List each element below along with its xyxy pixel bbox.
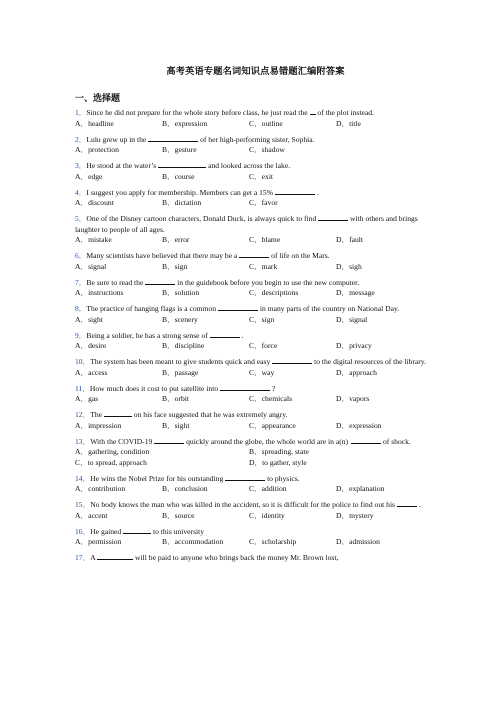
- question-text-end: ?: [270, 383, 276, 393]
- answer-blank: [397, 499, 417, 507]
- question-number: 6．: [75, 251, 87, 260]
- option-b[interactable]: B．expression: [162, 118, 208, 128]
- question-text-end: of the plot instead.: [315, 108, 374, 117]
- question-text-end: of life on the Mars.: [269, 251, 330, 260]
- option-row: [75, 368, 436, 379]
- option-d[interactable]: D．fault: [336, 235, 363, 244]
- option-d[interactable]: D．mystery: [336, 510, 374, 520]
- option-row: [75, 421, 436, 432]
- answer-blank: [104, 409, 132, 417]
- option-d[interactable]: D．signal: [336, 314, 368, 324]
- answer-blank: [220, 383, 270, 391]
- question-text: He stood at the water’s: [86, 161, 159, 170]
- answer-blank: [154, 436, 184, 444]
- option-a[interactable]: A．instructions: [75, 288, 124, 297]
- question-text-end: .: [239, 330, 244, 340]
- question-text: One of the Disney cartoon characters, Donald Duck, is always quick to find: [86, 214, 319, 223]
- question-text: Lulu grew up in the: [86, 134, 149, 144]
- question-13: [75, 436, 436, 448]
- option-a[interactable]: A．impression: [75, 420, 122, 430]
- option-c[interactable]: C．to spread, approach: [75, 457, 147, 467]
- option-d[interactable]: D．to gather, style: [249, 457, 307, 467]
- option-d[interactable]: D．privacy: [336, 341, 372, 350]
- option-row: [75, 288, 436, 299]
- answer-blank: [225, 473, 265, 481]
- option-a[interactable]: A．gas: [75, 394, 99, 403]
- option-b[interactable]: B．discipline: [162, 341, 205, 350]
- question-5: [75, 213, 436, 235]
- question-number: 7．: [75, 277, 87, 287]
- answer-blank: [158, 160, 206, 168]
- option-a[interactable]: A．edge: [75, 171, 103, 181]
- answer-blank: [272, 356, 312, 364]
- question-text-end: to this university: [151, 526, 205, 536]
- question-number: 5．: [75, 214, 87, 223]
- question-number: 4．: [75, 187, 87, 197]
- option-c[interactable]: C．scholarship: [249, 537, 297, 546]
- question-number: 9．: [75, 330, 87, 340]
- question-10: [75, 356, 436, 368]
- question-text: He gained: [90, 526, 124, 536]
- option-b[interactable]: B．gesture: [162, 145, 197, 154]
- option-row: [75, 172, 436, 183]
- question-text: No body knows the man who was killed in the accident, so it is difficult for the police to find out his: [90, 500, 397, 509]
- question-text-end: .: [416, 500, 421, 509]
- question-16: [75, 526, 436, 538]
- option-row: [75, 484, 436, 495]
- question-9: [75, 330, 436, 342]
- option-c[interactable]: C．appearance: [249, 420, 296, 430]
- question-text-end: in the guidebook before you begin to use the new computer.: [175, 277, 360, 287]
- question-number: 14．: [75, 473, 91, 483]
- option-b[interactable]: B．source: [162, 510, 195, 520]
- option-c[interactable]: C．favor: [249, 198, 278, 207]
- question-text-end: and looked across the lake.: [206, 161, 291, 170]
- answer-blank: [239, 250, 269, 258]
- question-2: [75, 134, 436, 146]
- answer-blank: [123, 526, 151, 534]
- option-d[interactable]: D．sigh: [336, 261, 362, 271]
- option-c[interactable]: C．mark: [249, 261, 278, 271]
- option-row: [75, 394, 436, 405]
- option-c[interactable]: C．descriptions: [249, 288, 299, 297]
- question-text: Since he did not prepare for the whole story before class, he just read the: [86, 108, 310, 117]
- option-a[interactable]: A．permission: [75, 537, 122, 546]
- question-text-end: .: [314, 187, 319, 197]
- option-b[interactable]: B．course: [162, 171, 195, 181]
- option-b[interactable]: B．scenery: [162, 314, 198, 324]
- question-number: 3．: [75, 161, 87, 170]
- option-d[interactable]: D．message: [336, 288, 375, 297]
- option-b[interactable]: B．orbit: [162, 394, 190, 403]
- answer-blank: [351, 436, 381, 444]
- question-text: The: [90, 410, 104, 419]
- question-number: 15．: [75, 500, 91, 509]
- option-d[interactable]: D．approach: [336, 367, 377, 377]
- option-a[interactable]: A．contribution: [75, 484, 126, 493]
- option-b[interactable]: B．passage: [162, 367, 199, 377]
- option-row: [75, 262, 436, 273]
- option-c[interactable]: C．way: [249, 367, 275, 377]
- question-text: The practice of hanging flags is a common: [86, 304, 218, 313]
- option-a[interactable]: A．headline: [75, 118, 114, 128]
- option-a[interactable]: A．sight: [75, 314, 103, 324]
- option-b[interactable]: B．accommodation: [162, 537, 224, 546]
- answer-blank: [275, 187, 315, 195]
- section-heading: 一、选择题: [75, 93, 121, 103]
- option-c[interactable]: C．sign: [249, 314, 275, 324]
- option-d[interactable]: D．expression: [336, 420, 382, 430]
- question-14: [75, 473, 436, 485]
- option-b[interactable]: B．sight: [162, 420, 190, 430]
- option-row: [75, 198, 436, 209]
- option-b[interactable]: B．dictation: [162, 198, 202, 207]
- option-row: [75, 341, 436, 352]
- document-title: 高考英语专题名词知识点易错题汇编附答案: [166, 66, 345, 76]
- option-c[interactable]: C．exit: [249, 171, 274, 181]
- question-text: Many scientists have believed that there may be a: [86, 251, 240, 260]
- question-number: 11．: [75, 383, 90, 393]
- option-row: [75, 511, 436, 522]
- question-15: [75, 499, 436, 511]
- option-c[interactable]: C．blame: [249, 235, 281, 244]
- question-number: 12．: [75, 410, 91, 419]
- question-text: With the COVID-19: [90, 436, 155, 446]
- option-a[interactable]: A．discount: [75, 198, 114, 207]
- question-7: [75, 277, 436, 289]
- option-b[interactable]: B．solution: [162, 288, 200, 297]
- option-row: [75, 145, 436, 156]
- question-3: [75, 160, 436, 172]
- question-text: Be sure to read the: [86, 277, 146, 287]
- option-row: [75, 119, 436, 130]
- question-list: [75, 107, 436, 564]
- option-a[interactable]: A．accent: [75, 510, 108, 520]
- question-number: 16．: [75, 526, 91, 536]
- question-text-end: with others and brings laughter to people of all ages.: [75, 214, 418, 234]
- option-row: [75, 537, 436, 548]
- option-a[interactable]: A．mistake: [75, 235, 112, 244]
- answer-blank: [218, 303, 258, 311]
- question-text-end: in many parts of the country on National Day.: [257, 304, 400, 313]
- answer-blank: [210, 330, 240, 338]
- answer-blank: [148, 134, 198, 142]
- option-c[interactable]: C．chemicals: [249, 394, 293, 403]
- question-text-end: quickly around the globe, the whole world are in a(n): [184, 436, 349, 446]
- option-b[interactable]: B．spreading, state: [249, 447, 309, 456]
- question-text-end: will be paid to anyone who brings back the money Mr. Brown lost,: [133, 553, 339, 562]
- option-a[interactable]: A．desire: [75, 341, 107, 350]
- option-a[interactable]: A．access: [75, 367, 108, 377]
- question-text-end: to physics.: [265, 473, 300, 483]
- question-number: 1．: [75, 108, 87, 117]
- question-text: He wins the Nobel Prize for his outstanding: [90, 473, 226, 483]
- question-text-end: of shock.: [381, 436, 411, 446]
- option-b[interactable]: B．error: [162, 235, 190, 244]
- question-11: [75, 383, 436, 395]
- option-a[interactable]: A．signal: [75, 261, 107, 271]
- option-row: [75, 235, 436, 246]
- option-c[interactable]: C．identity: [249, 510, 285, 520]
- question-text: A: [90, 553, 98, 562]
- question-number: 2．: [75, 134, 87, 144]
- question-1: [75, 107, 436, 119]
- question-number: 10．: [75, 357, 91, 366]
- question-6: [75, 250, 436, 262]
- option-c[interactable]: C．shadow: [249, 145, 285, 154]
- option-d[interactable]: D．explanation: [336, 484, 385, 493]
- question-text-end: of her high-performing sister, Sophia.: [198, 134, 315, 144]
- option-row: [75, 447, 436, 468]
- question-number: 13．: [75, 436, 91, 446]
- option-row: [75, 315, 436, 326]
- question-text: The system has been meant to give students quick and easy: [90, 357, 273, 366]
- option-d[interactable]: D．vapors: [336, 394, 370, 403]
- question-12: [75, 409, 436, 421]
- question-text: Being a soldier, he has a strong sense of: [86, 330, 210, 340]
- option-d[interactable]: D．admission: [336, 537, 380, 546]
- question-text: I suggest you apply for membership. Members can get a 15%: [86, 187, 275, 197]
- answer-blank: [97, 552, 133, 560]
- option-c[interactable]: C．outline: [249, 118, 283, 128]
- question-text-end: to the digital resources of the library.: [312, 357, 426, 366]
- question-4: [75, 187, 436, 199]
- question-text-end: on his face suggested that he was extremely angry.: [131, 410, 288, 419]
- option-b[interactable]: B．conclusion: [162, 484, 208, 493]
- question-text: How much does it cost to put satellite into: [89, 383, 221, 393]
- question-number: 17．: [75, 553, 91, 562]
- question-number: 8．: [75, 304, 87, 313]
- question-8: [75, 303, 436, 315]
- option-a[interactable]: A．gathering, condition: [75, 447, 150, 456]
- option-b[interactable]: B．sign: [162, 261, 188, 271]
- answer-blank: [318, 213, 348, 221]
- question-17: [75, 552, 436, 564]
- option-c[interactable]: C．addition: [249, 484, 287, 493]
- option-c[interactable]: C．force: [249, 341, 278, 350]
- option-a[interactable]: A．protection: [75, 145, 119, 154]
- answer-blank: [145, 277, 175, 285]
- option-d[interactable]: D．title: [336, 118, 361, 128]
